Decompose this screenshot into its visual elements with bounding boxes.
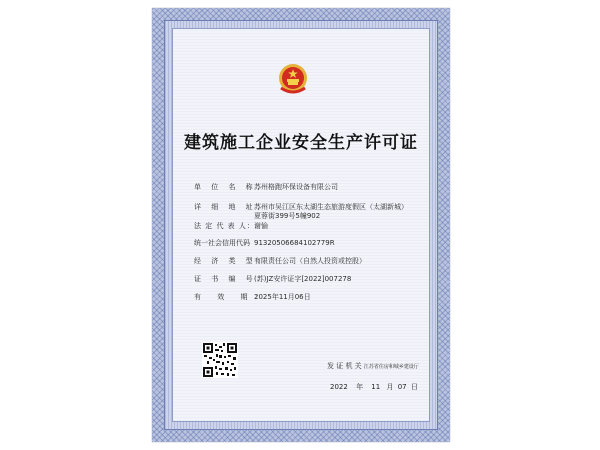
day-unit: 日: [410, 383, 418, 391]
year-unit: 年: [356, 383, 364, 391]
national-emblem-icon: [276, 62, 310, 96]
field-label: 详 细 地 址：: [194, 203, 268, 211]
issue-date: [330, 382, 418, 392]
field-value: 91320506684102779R: [254, 239, 335, 247]
month-unit: 月: [386, 383, 394, 391]
issuer-label: 发 证 机 关: [327, 362, 362, 370]
qr-code-icon: [202, 342, 238, 378]
field-value: 苏州格跑环保设备有限公司: [254, 183, 338, 191]
issuer-organization: 江苏省住房和城乡建设厅: [363, 364, 419, 370]
field-label: 有 效 期：: [194, 293, 269, 301]
certificate-title: 建筑施工企业安全生产许可证: [184, 133, 418, 153]
issuing-authority: [327, 361, 419, 371]
field-value: 有限责任公司（自然人投资或控股）: [254, 257, 366, 265]
field-label: 单 位 名 称：: [194, 183, 268, 191]
field-label: 证 书 编 号：: [194, 275, 268, 283]
field-value: (苏)JZ安许证字[2022]007278: [254, 275, 352, 283]
issue-month: 11: [371, 383, 381, 391]
field-label: 经 济 类 型：: [194, 257, 268, 265]
field-label: 统一社会信用代码: [194, 239, 250, 247]
issue-day: 07: [397, 383, 407, 391]
field-value: 苏州市吴江区东太湖生态旅游度假区（太湖新城）夏蓉街399号5幢902: [254, 203, 408, 220]
issue-year: 2022: [330, 383, 348, 391]
field-label: 法 定 代 表 人：: [194, 222, 255, 230]
field-value: 谢愉: [254, 222, 268, 230]
field-value: 2025年11月06日: [254, 293, 311, 301]
certificate: [152, 8, 450, 442]
